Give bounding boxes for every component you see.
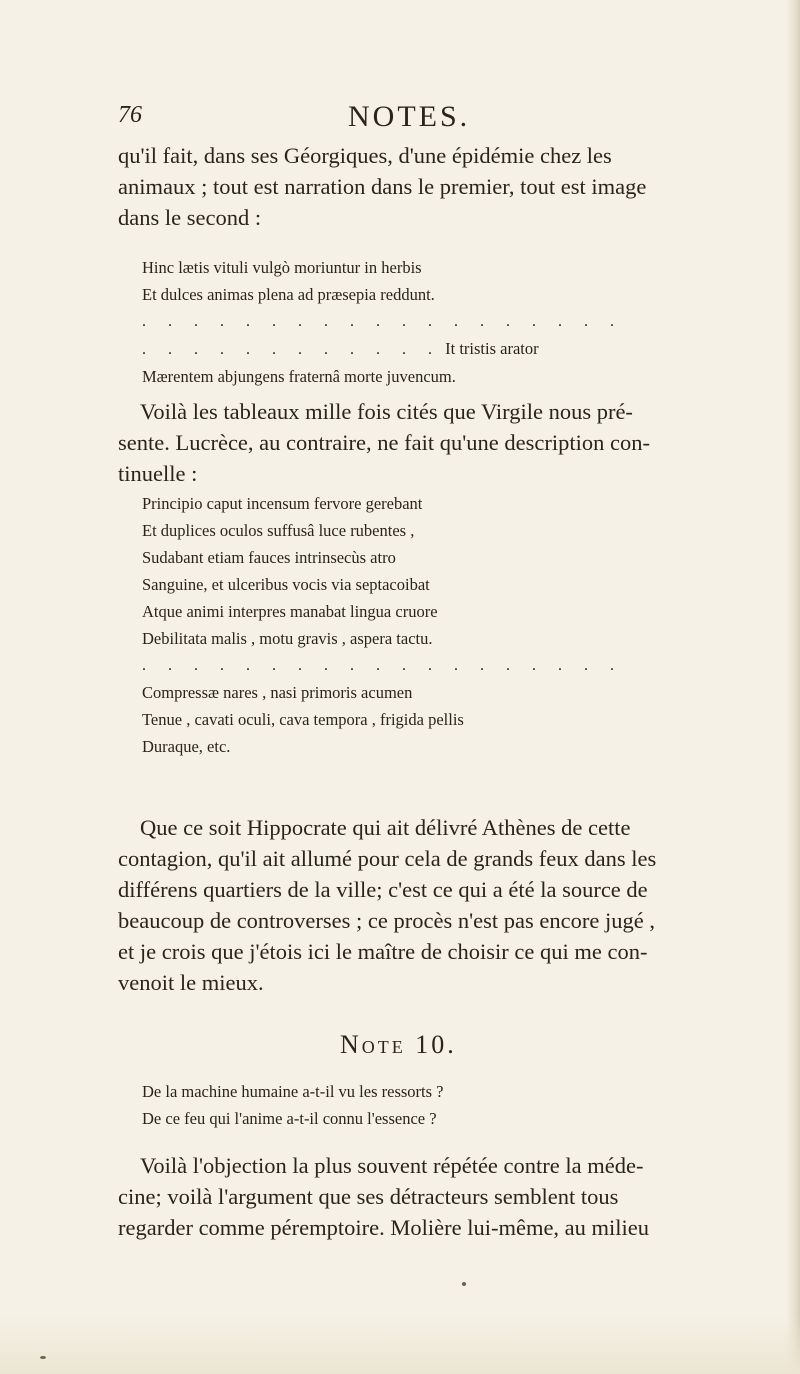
paragraph-lucretius-intro — [118, 396, 718, 489]
ellipsis-dots: . . . . . . . . . . . . . . . . . . . — [142, 657, 623, 674]
text-line: animaux ; tout est narration dans le premier, tout est image — [118, 174, 647, 199]
text-line: venoit le mieux. — [118, 970, 264, 995]
verse-line: Et duplices oculos suffusâ luce rubentes , — [142, 521, 415, 540]
verse-lucretius — [118, 490, 718, 760]
verse-line: Sudabant etiam fauces intrinsecùs atro — [142, 548, 396, 567]
verse-line: Atque animi interpres manabat lingua cruore — [142, 602, 438, 621]
text-line: regarder comme péremptoire. Molière lui-même, au milieu — [118, 1215, 650, 1240]
page-bottom-shade — [0, 1314, 800, 1374]
verse-line: Tenue , cavati oculi, cava tempora , frigida pellis — [142, 710, 464, 729]
paragraph-hippocrates — [118, 812, 718, 998]
text-line: cine; voilà l'argument que ses détracteurs semblent tous — [118, 1184, 619, 1209]
verse-line: Debilitata malis , motu gravis , aspera tactu. — [142, 629, 433, 648]
verse-line: It tristis arator — [445, 339, 539, 358]
text-line: Voilà l'objection la plus souvent répétée contre la méde- — [140, 1153, 644, 1178]
ellipsis-dots: . . . . . . . . . . . . — [142, 341, 441, 358]
verse-line: Mærentem abjungens fraternâ morte juvencum. — [142, 367, 456, 386]
ink-speck — [40, 1356, 46, 1359]
ellipsis-dots: . . . . . . . . . . . . . . . . . . . — [142, 313, 623, 330]
page-number: 76 — [118, 102, 142, 128]
verse-line-with-dots — [142, 335, 718, 363]
paragraph-virgil-intro — [118, 140, 718, 233]
verse-line: Principio caput incensum fervore gerebant — [142, 494, 423, 513]
verse-line: De ce feu qui l'anime a-t-il connu l'essence ? — [142, 1109, 437, 1128]
paragraph-medicine-objection — [118, 1150, 718, 1243]
text-line: contagion, qu'il ait allumé pour cela de grands feux dans les — [118, 846, 657, 871]
text-line: Voilà les tableaux mille fois cités que Virgile nous pré- — [140, 399, 633, 424]
text-line: Que ce soit Hippocrate qui ait délivré Athènes de cette — [140, 815, 631, 840]
page-edge-shadow — [786, 0, 800, 1374]
text-line: sente. Lucrèce, au contraire, ne fait qu'une description con- — [118, 430, 650, 455]
verse-note-10 — [118, 1078, 718, 1132]
verse-line: Et dulces animas plena ad præsepia reddunt. — [142, 285, 435, 304]
note-heading: Note 10. — [340, 1030, 457, 1059]
running-title: NOTES. — [348, 100, 471, 133]
verse-virgil — [118, 254, 718, 390]
verse-line: De la machine humaine a-t-il vu les ressorts ? — [142, 1082, 444, 1101]
page-header — [118, 102, 738, 142]
text-line: qu'il fait, dans ses Géorgiques, d'une épidémie chez les — [118, 143, 612, 168]
text-line: et je crois que j'étois ici le maître de choisir ce qui me con- — [118, 939, 648, 964]
verse-line: Hinc lætis vituli vulgò moriuntur in herbis — [142, 258, 422, 277]
text-line: tinuelle : — [118, 461, 198, 486]
verse-line: Sanguine, et ulceribus vocis via septacoibat — [142, 575, 430, 594]
text-line: dans le second : — [118, 205, 262, 230]
text-line: beaucoup de controverses ; ce procès n'est pas encore jugé , — [118, 908, 655, 933]
verse-line: Duraque, etc. — [142, 737, 231, 756]
verse-line: Compressæ nares , nasi primoris acumen — [142, 683, 413, 702]
ink-speck — [462, 1282, 466, 1286]
text-line: différens quartiers de la ville; c'est ce qui a été la source de — [118, 877, 648, 902]
